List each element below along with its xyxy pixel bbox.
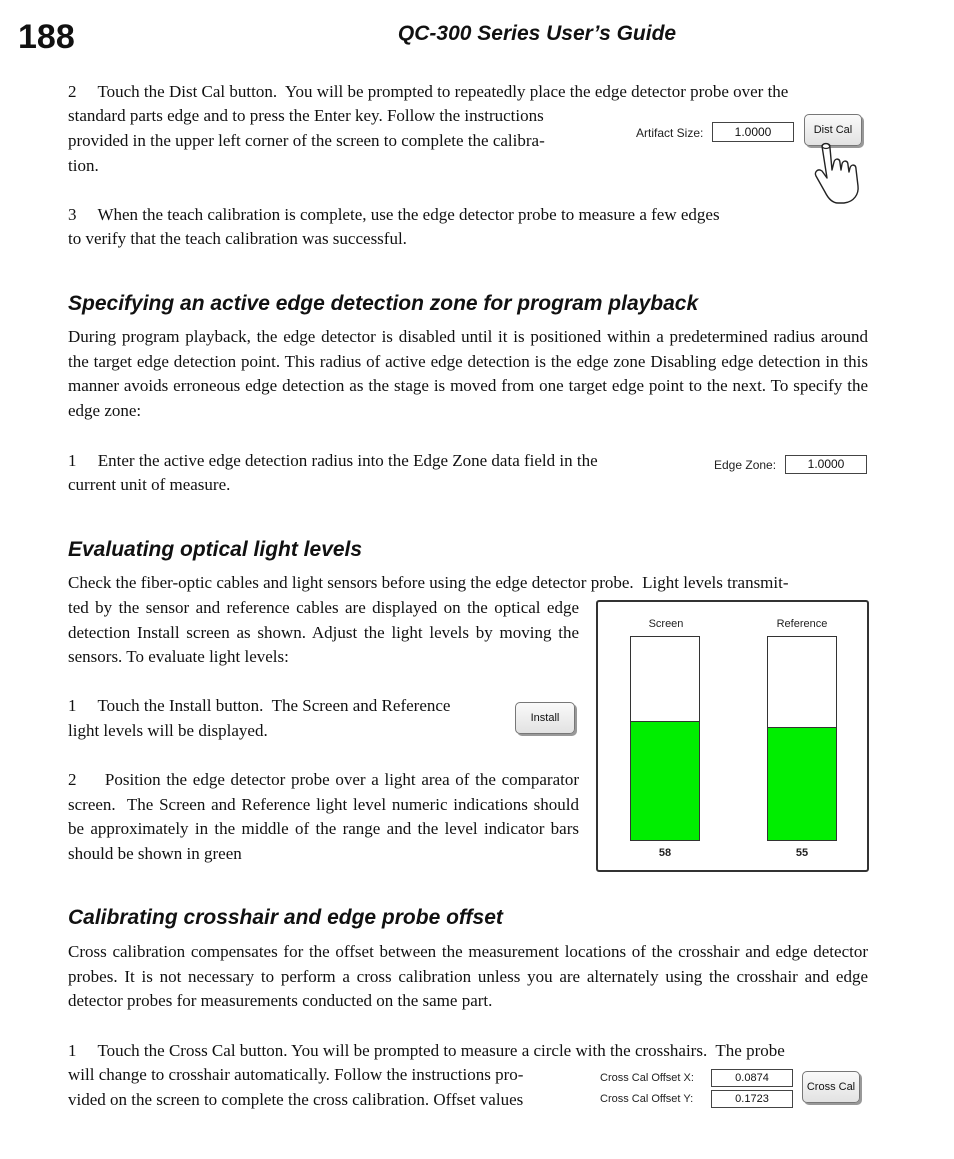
screen-value: 58 <box>658 847 672 859</box>
artifact-size-label: Artifact Size: <box>636 126 704 140</box>
screen-label: Screen <box>648 618 684 630</box>
install-step1-line2: light levels will be displayed. <box>68 721 268 740</box>
dist-cal-step-line4: tion. <box>68 156 99 175</box>
cross-cal-offset-x-label: Cross Cal Offset X: <box>600 1072 694 1084</box>
dist-cal-button[interactable]: Dist Cal <box>804 114 862 146</box>
reference-level-bar <box>767 636 837 841</box>
cross-cal-step1-line3: vided on the screen to complete the cross calibration. Offset values <box>68 1090 524 1109</box>
screen-level-bar <box>630 636 700 841</box>
cross-cal-offset-x-field[interactable]: 0.0874 <box>711 1069 793 1087</box>
cross-cal-step1-line1: 1 Touch the Cross Cal button. You will be prompted to measure a circle with the crosshairs. The probe <box>68 1041 785 1060</box>
reference-label: Reference <box>776 618 828 630</box>
dist-cal-step-line1: 2 Touch the Dist Cal button. You will be prompted to repeatedly place the edge detector probe over the <box>68 82 789 101</box>
edge-zone-field[interactable]: 1.0000 <box>785 455 867 474</box>
page-number: 188 <box>18 18 75 56</box>
screen-level-fill <box>631 721 699 840</box>
cross-cal-offset-y-field[interactable]: 0.1723 <box>711 1090 793 1108</box>
dist-cal-step3-line2: to verify that the teach calibration was successful. <box>68 229 407 248</box>
cross-cal-paragraph: Cross calibration compensates for the offset between the measurement locations of the crosshair and edge detector probes. It is not necessary to perform a cross calibration unless you are alternately using the crosshair and edge detector probes for measurements conducted on the same part. <box>68 942 868 1010</box>
reference-value: 55 <box>795 847 809 859</box>
dist-cal-step-line3: provided in the upper left corner of the screen to complete the calibra- <box>68 131 545 150</box>
install-step1-line1: 1 Touch the Install button. The Screen and Reference <box>68 696 451 715</box>
install-step2: 2 Position the edge detector probe over a light area of the comparator screen. The Screen and Reference light level numeric indications should be approximately in the middle of the range and the level indicator bars should be shown in green <box>68 770 584 863</box>
edge-zone-step1-line1: 1 Enter the active edge detection radius into the Edge Zone data field in the <box>68 451 598 470</box>
light-levels-heading: Evaluating optical light levels <box>68 538 363 561</box>
edge-zone-paragraph: During program playback, the edge detector is disabled until it is positioned within a predetermined radius around the target edge detection point. This radius of active edge detection is the edge zone Disabling edge detection in this manner avoids erroneous edge detection as the stage is moved from one target edge point to the next. To specify the edge zone: <box>68 327 868 420</box>
light-level-panel <box>596 600 869 872</box>
cross-cal-button[interactable]: Cross Cal <box>802 1071 860 1103</box>
reference-level-fill <box>768 727 836 840</box>
dist-cal-step-line2: standard parts edge and to press the Enter key. Follow the instructions <box>68 106 544 125</box>
cross-cal-heading: Calibrating crosshair and edge probe offset <box>68 906 503 929</box>
cross-cal-offset-y-label: Cross Cal Offset Y: <box>600 1093 694 1105</box>
dist-cal-step3-line1: 3 When the teach calibration is complete, use the edge detector probe to measure a few edges <box>68 205 720 224</box>
light-levels-para-rest: ted by the sensor and reference cables are displayed on the optical edge detection Install screen as shown. Adjust the light levels by moving the sensors. To evaluate light levels: <box>68 598 579 666</box>
install-button[interactable]: Install <box>515 702 575 734</box>
edge-zone-heading: Specifying an active edge detection zone for program playback <box>68 292 699 315</box>
artifact-size-field[interactable]: 1.0000 <box>712 122 794 142</box>
running-header: QC-300 Series User’s Guide <box>397 22 677 45</box>
edge-zone-step1-line2: current unit of measure. <box>68 475 231 494</box>
light-levels-para-line1: Check the fiber-optic cables and light sensors before using the edge detector probe. Light levels transmit- <box>68 573 789 592</box>
cross-cal-step1-line2: will change to crosshair automatically. Follow the instructions pro- <box>68 1065 524 1084</box>
edge-zone-label: Edge Zone: <box>714 458 777 472</box>
pointing-hand-icon <box>808 140 874 206</box>
